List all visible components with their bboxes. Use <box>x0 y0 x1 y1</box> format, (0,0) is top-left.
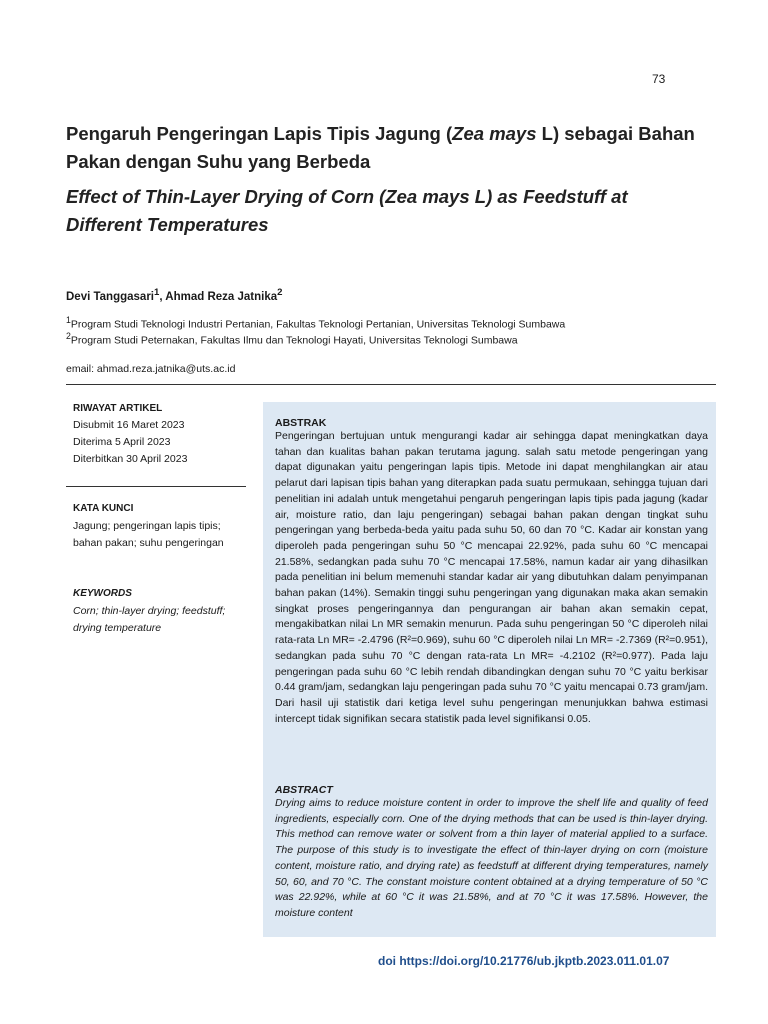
keywords-en: Corn; thin-layer drying; feedstuff; drying temperature <box>73 605 226 634</box>
published-date: Diterbitkan 30 April 2023 <box>73 453 188 465</box>
title-id-pre: Pengaruh Pengeringan Lapis Tipis Jagung ( <box>66 123 453 144</box>
abstrak-text: Pengeringan bertujuan untuk mengurangi kadar air sehingga dapat meningkatkan daya tahan dan kualitas bahan pakan terutama jagung. salah satu metode pengeringan yang dapat digunakan yaitu pengeringan lapis tipis. Metode ini dapat menghilangkan air atau pelarut dari lapisan tipis bahan yang diterapkan pada suatu permukaan, sehingga tujuan dari penelitian ini adalah untuk mengetahui pengaruh pengeringan lapis tipis pada jagung (kadar air, moisture ratio, dan laju pengeringan) sebagai bahan pakan dengan tingkat suhu pengeringan yang berbeda-beda yaitu pada suhu 50, 60 dan 70 °C. Kadar air konstan yang diperoleh pada pengeringan suhu 50 °C mencapai 22.92%, pada suhu 60 °C mencapai 21.58%, sedangkan pada suhu 70 °C mencapai 17.58%, namun kadar air yang dihasilkan pada penelitian ini belum memenuhi standar kadar air yang dibutuhkan dalam penyimpanan bahan pakan (14%). Semakin tinggi suhu pengeringan yang digunakan maka akan semakin singkat proses pengeringannya dan pengurangan air bahan akan semakin cepat, mengakibatkan nilai Ln MR semakin menurun. Pada suhu pengeringan 50 °C diperoleh nilai rata-rata Ln MR= -2.4796 (R²=0.969), suhu 60 °C diperoleh nilai Ln MR= -2.7369 (R²=0.951), sedangkan pada suhu 70 °C dengan rata-rata Ln MR= -4.2102 (R²=0.977). Pada laju pengeringan pada suhu 60 °C lebih rendah dibandingkan dengan suhu 70 °C yaitu berkisar 0.44 gram/jam, sedangkan laju pengeringan pada suhu 70 °C yaitu mencapai 0.73 gram/jam. Dari hasil uji statistik dari ketiga level suhu pengeringan menunjukkan bahwa estimasi intercept tidak signifikan secara statistik pada level signifikansi 0.05. <box>275 430 708 725</box>
author-affiliation-mark: 2 <box>277 287 283 298</box>
abstract-text: Drying aims to reduce moisture content in order to improve the shelf life and quality of feed ingredients, especially corn. One of the drying methods that can be used is thin-layer drying. This method can remove water or solvent from a thin layer of material applied to a surface. The purpose of this study is to investigate the effect of thin-layer drying on corn (moisture content, moisture ratio, and drying rate) as feedstuff at different drying temperatures, namely 50, 60, and 70 °C. The constant moisture content obtained at a drying temperature of 50 °C was 22.92%, while at 60 °C it was 21.58%, and at 70 °C it was 17.58%. However, the moisture content <box>275 797 708 919</box>
article-title-indonesian <box>66 120 726 176</box>
page-number: 73 <box>652 72 666 86</box>
keywords-en-heading: KEYWORDS <box>73 588 132 599</box>
doi-link[interactable]: doi https://doi.org/10.21776/ub.jkptb.2023.011.01.07 <box>378 954 670 968</box>
author-name: Ahmad Reza Jatnika <box>165 290 278 303</box>
keywords-id-heading: KATA KUNCI <box>73 503 134 514</box>
abstrak-section <box>275 417 708 727</box>
abstract-box <box>263 402 716 937</box>
affiliation-text: Program Studi Teknologi Industri Pertanian, Fakultas Teknologi Pertanian, Universitas Teknologi Sumbawa <box>70 318 566 331</box>
affiliation-mark: 1 <box>66 315 71 325</box>
keywords-id: Jagung; pengeringan lapis tipis; bahan pakan; suhu pengeringan <box>73 520 224 549</box>
affiliation-2 <box>66 331 518 347</box>
accepted-date: Diterima 5 April 2023 <box>73 436 171 448</box>
author-name: Devi Tanggasari <box>66 290 154 303</box>
title-id-post: L) sebagai Bahan Pakan dengan Suhu yang Berbeda <box>66 123 695 172</box>
header-divider <box>66 384 716 385</box>
abstract-section <box>275 784 708 922</box>
abstrak-heading: ABSTRAK <box>275 417 327 429</box>
affiliation-1 <box>66 315 565 331</box>
abstract-heading: ABSTRACT <box>275 784 333 796</box>
affiliation-mark: 2 <box>66 331 71 341</box>
corresponding-email[interactable]: email: ahmad.reza.jatnika@uts.ac.id <box>66 363 236 375</box>
title-id-species: Zea mays <box>452 123 537 144</box>
author-separator: , <box>159 290 166 303</box>
submitted-date: Disubmit 16 Maret 2023 <box>73 419 185 431</box>
affiliation-text: Program Studi Peternakan, Fakultas Ilmu dan Teknologi Hayati, Universitas Teknologi Sumbawa <box>70 334 518 347</box>
article-history-heading: RIWAYAT ARTIKEL <box>73 403 163 414</box>
article-title-english: Effect of Thin-Layer Drying of Corn (Zea mays L) as Feedstuff at Different Temperatures <box>66 186 628 235</box>
author-affiliation-mark: 1 <box>154 287 160 298</box>
sidebar-divider <box>66 486 246 487</box>
author-list <box>66 287 282 303</box>
